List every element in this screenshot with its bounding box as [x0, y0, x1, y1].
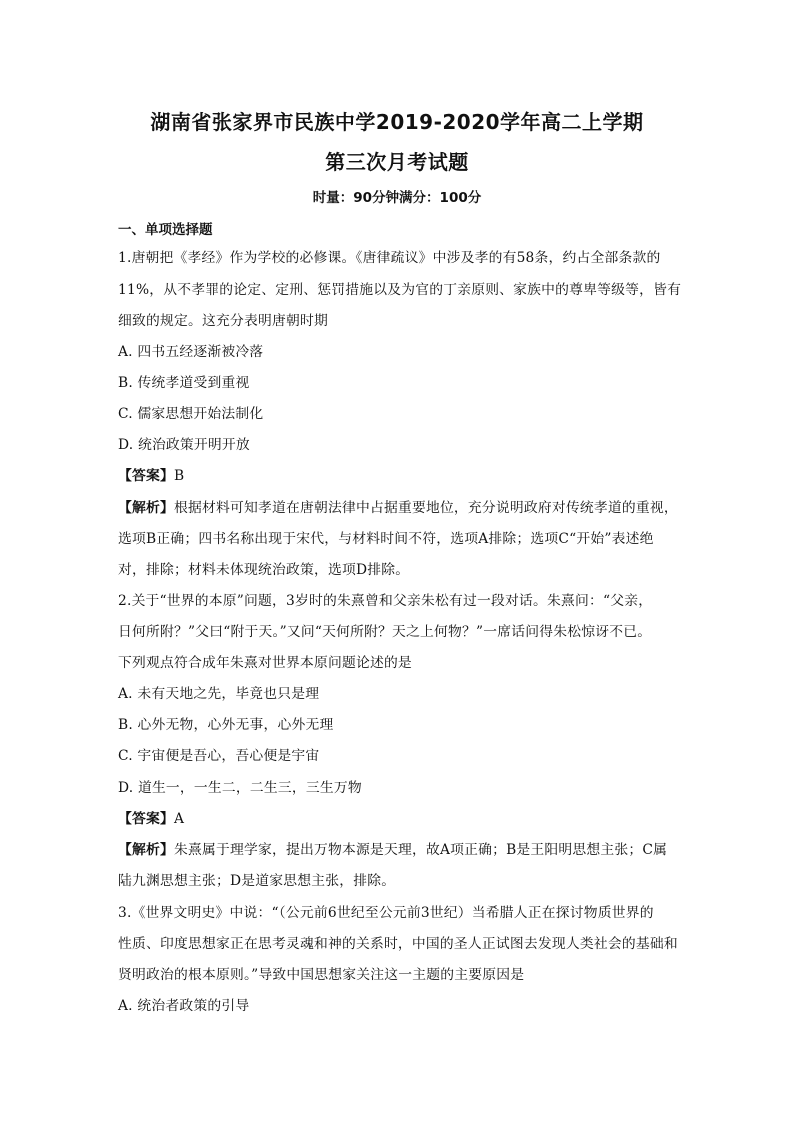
q1-answer-label: 【答案】 [118, 468, 174, 484]
q2-stem-line1: 2.关于“世界的本原”问题，3岁时的朱熹曾和父亲朱松有过一段对话。朱熹问：“父亲， [118, 593, 653, 609]
q2-answer [118, 809, 184, 829]
q1-analysis-line3: 对，排除；材料未体现统治政策，选项D排除。 [118, 562, 410, 578]
q2-analysis-label: 【解析】 [118, 842, 174, 858]
q3-stem-line3: 贤明政治的根本原则。”导致中国思想家关注这一主题的主要原因是 [118, 967, 525, 983]
section-heading: 一、单项选择题 [118, 222, 213, 238]
q1-option-d: D. 统治政策开明开放 [118, 437, 250, 453]
q2-stem-line3: 下列观点符合成年朱熹对世界本原问题论述的是 [118, 655, 412, 671]
q2-analysis-text1: 朱熹属于理学家，提出万物本源是天理，故A项正确；B是王阳明思想主张；C属 [174, 842, 668, 858]
q1-stem-line3: 细致的规定。这充分表明唐朝时期 [118, 313, 328, 329]
q2-option-c: C. 宇宙便是吾心，吾心便是宇宙 [118, 748, 320, 764]
exam-meta: 时量：90分钟满分：100分 [312, 190, 482, 206]
q1-analysis-text1: 根据材料可知孝道在唐朝法律中占据重要地位，充分说明政府对传统孝道的重视， [174, 500, 678, 516]
q3-option-a: A. 统治者政策的引导 [118, 998, 250, 1014]
q2-stem-line2: 日何所附？”父曰“附于天。”又问“天何所附？天之上何物？”一席话问得朱松惊讶不已。 [118, 624, 652, 640]
q2-answer-label: 【答案】 [118, 811, 174, 827]
q2-answer-value: A [174, 811, 185, 827]
q1-option-b: B. 传统孝道受到重视 [118, 375, 250, 391]
q1-stem-line1: 1.唐朝把《孝经》作为学校的必修课。《唐律疏议》中涉及孝的有58条，约占全部条款的 [118, 250, 661, 266]
q3-stem-line2: 性质、印度思想家正在思考灵魂和神的关系时，中国的圣人正试图去发现人类社会的基础和 [118, 936, 678, 952]
q1-option-a: A. 四书五经逐渐被冷落 [118, 344, 264, 360]
q1-analysis-line2: 选项B正确；四书名称出现于宋代，与材料时间不符，选项A排除；选项C“开始”表述绝 [118, 531, 654, 547]
q2-analysis-line1 [118, 840, 667, 860]
q1-stem-line2: 11%，从不孝罪的论定、定刑、惩罚措施以及为官的丁亲原则、家族中的尊卑等级等，皆有 [118, 282, 682, 298]
q2-option-d: D. 道生一，一生二，二生三，三生万物 [118, 780, 362, 796]
q2-analysis-line2: 陆九渊思想主张；D是道家思想主张，排除。 [118, 873, 396, 889]
q1-answer [118, 466, 184, 486]
q3-stem-line1: 3.《世界文明史》中说：“（公元前6世纪至公元前3世纪）当希腊人正在探讨物质世界的 [118, 905, 654, 921]
q1-answer-value: B [174, 468, 185, 484]
q1-analysis-line1 [118, 498, 678, 518]
q1-option-c: C. 儒家思想开始法制化 [118, 406, 264, 422]
q2-option-b: B. 心外无物，心外无事，心外无理 [118, 717, 334, 733]
q1-analysis-label: 【解析】 [118, 500, 174, 516]
document-title-line2: 第三次月考试题 [325, 150, 469, 174]
q2-option-a: A. 未有天地之先，毕竟也只是理 [118, 686, 320, 702]
document-title-line1: 湖南省张家界市民族中学2019-2020学年高二上学期 [150, 110, 644, 134]
